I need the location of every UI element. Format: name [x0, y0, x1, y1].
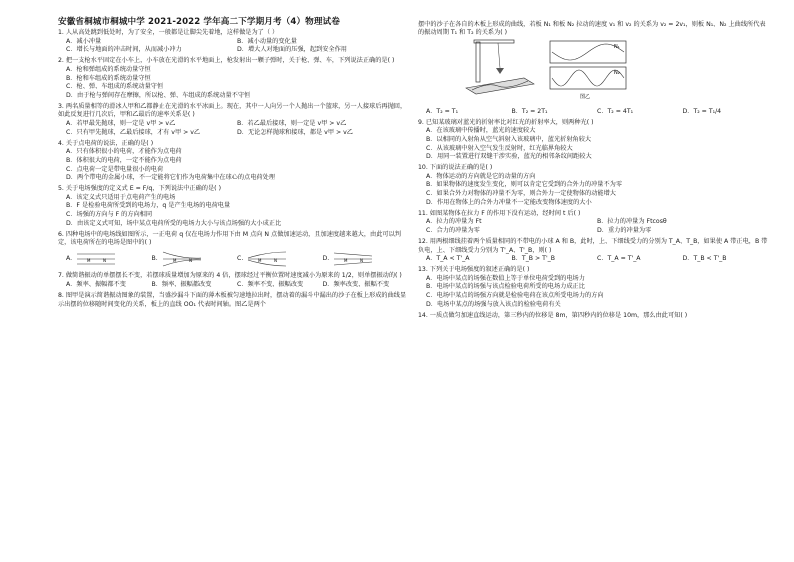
- svg-text:N₂: N₂: [614, 69, 620, 76]
- question-stem: 5. 关于电场强度的定义式 E = F/q，下列说法中正确的是( ): [58, 185, 221, 193]
- option[interactable]: [152, 250, 238, 268]
- option[interactable]: A．枪和弹组成的系统动量守恒: [66, 65, 151, 73]
- option[interactable]: C．增长与地面的冲击时间，从而减小冲力: [66, 46, 182, 54]
- option[interactable]: C．如果合外力对物体的冲量不为零，则合外力一定使物体的动能增大: [426, 190, 616, 198]
- field-line-figure: [75, 250, 117, 268]
- option[interactable]: B．如果物体的速度发生变化，则可以肯定它受到的合外力的冲量不为零: [426, 181, 623, 189]
- question: [418, 312, 768, 321]
- question: [58, 29, 408, 55]
- option[interactable]: D．用同一装置进行双缝干涉实验，蓝光的相邻条纹间距较大: [426, 153, 592, 161]
- option-label: D.: [322, 254, 330, 262]
- option-row: [58, 248, 408, 270]
- option[interactable]: C．只有甲先抛球，乙最后接球，才有 v甲 > v乙: [66, 128, 201, 136]
- question: [418, 210, 768, 236]
- option[interactable]: A．在该玻璃中传播时，蓝光的速度较大: [426, 127, 536, 135]
- option[interactable]: A．物体运动的方向就是它的动量的方向: [426, 172, 536, 180]
- question-stem: 8. 图甲是演示简谐振动图象的装置，当盛沙漏斗下面的薄木板被匀速地拉出时，摆动着的漏斗中漏出的沙子在板上形成的曲线显示出摆的位移随时间变化的关系，板上的直线 OO₁ 代表时间轴。图乙是两个: [58, 292, 407, 308]
- option[interactable]: C．枪、弹、车组成的系统动量守恒: [66, 83, 164, 91]
- option[interactable]: D．T₂ = T₁/4: [682, 107, 722, 115]
- option-row: [58, 129, 408, 138]
- option[interactable]: C．从该玻璃中射入空气发生反射时，红光临界角较大: [426, 144, 573, 152]
- question-stem: 14. 一质点做匀加速直线运动，第三秒内的位移是 8m，第四秒内的位移是 10m，那么由此可知( ): [418, 311, 688, 319]
- option[interactable]: D．电场中某点的场强与放入该点的检验电荷有关: [426, 300, 561, 308]
- question: [58, 231, 408, 270]
- option-label: C.: [237, 254, 244, 262]
- option[interactable]: B．F 是检验电荷所受到的电场力，q 是产生电场的电荷电量: [66, 202, 231, 210]
- option[interactable]: D．频率改变、振幅不变: [322, 280, 390, 288]
- option[interactable]: D．由于枪与弹间存在摩擦，所以枪、弹、车组成的系统动量不守恒: [66, 91, 251, 99]
- svg-text:N: N: [274, 257, 278, 263]
- option[interactable]: B．枪和车组成的系统动量守恒: [66, 74, 151, 82]
- question-stem: 4. 关于点电荷的说法，正确的是( ): [58, 139, 154, 147]
- option[interactable]: D．作用在物体上的合外力冲量不一定能改变物体速度的大小: [426, 198, 592, 206]
- option[interactable]: C．电场中某点的场强方向就是检验电荷在该点所受电场力的方向: [426, 292, 604, 300]
- option-row: [58, 38, 408, 47]
- left-column: [58, 18, 408, 309]
- question-stem: 9. 已知某玻璃对蓝光的折射率比对红光的折射率大，则两种光( ): [418, 118, 594, 126]
- option[interactable]: A．频率、振幅都不变: [66, 280, 126, 288]
- option[interactable]: [323, 250, 409, 268]
- svg-text:M: M: [172, 257, 177, 263]
- question: [58, 57, 408, 100]
- option[interactable]: C．场强的方向与 F 的方向相同: [66, 210, 153, 218]
- option-label: A.: [66, 254, 73, 262]
- option[interactable]: C．T₂ = 4T₁: [597, 107, 634, 115]
- sand-pendulum-apparatus: [458, 38, 538, 100]
- option-row: [58, 120, 408, 129]
- question: [58, 292, 408, 309]
- option[interactable]: A．减小冲量: [66, 37, 102, 45]
- option[interactable]: D．无论怎样抛球和接球，都是 v甲 > v乙: [237, 128, 353, 136]
- question: [418, 119, 768, 162]
- option[interactable]: D．重力的冲量为零: [597, 226, 652, 234]
- option[interactable]: D．由该定义式可知，场中某点电荷所受的电场力大小与该点场强的大小成正比: [66, 219, 282, 227]
- svg-text:图乙: 图乙: [580, 93, 591, 100]
- question: [58, 185, 408, 228]
- option[interactable]: B．以相同的入射角从空气斜射入该玻璃中，蓝光折射角较大: [426, 135, 592, 143]
- option[interactable]: B．电场中某点的场强与该点检验电荷所受的电场力成正比: [426, 283, 585, 291]
- option[interactable]: A．T₂ = T₁: [426, 107, 459, 115]
- option[interactable]: A．拉力的冲量为 Ft: [426, 218, 482, 226]
- svg-text:N: N: [360, 257, 364, 263]
- option[interactable]: C．点电荷一定是带电量很小的电荷: [66, 165, 164, 173]
- svg-text:N: N: [103, 257, 107, 263]
- option-row: [58, 46, 408, 55]
- option[interactable]: A．电场中某点的场强在数值上等于单位电荷受到的电场力: [426, 274, 585, 282]
- option[interactable]: A．T_A < T'_A: [426, 255, 470, 263]
- page-title: 安徽省桐城市桐城中学 2021-2022 学年高二下学期月考（4）物理试卷: [58, 17, 340, 27]
- question-stem: 12. 用两根细线挂着两个质量相同的不带电的小球 A 和 B，此时，上、下细线受力的分别为 T_A、T_B，如果使 A 带正电，B 带负电，上、下细线受力分别为 T'_A、T'_B，则( ): [418, 238, 768, 254]
- svg-text:N: N: [188, 257, 192, 263]
- option-row: [58, 281, 408, 290]
- question: [418, 266, 768, 309]
- question-stem: 摆中的沙子在各自的木板上形成的曲线，若板 N₁ 和板 N₂ 拉动的速度 v₁ 和 v₂ 的关系为 v₂ = 2v₁，则板 N₁、N₂ 上曲线所代表的振动周期 T₁ 和 T₂ 的关系为( ): [418, 20, 766, 37]
- question-stem: 10. 下面的说法正确的是( ): [418, 164, 493, 172]
- question-stem: 11. 如图某物体在拉力 F 的作用下没有运动，经时间 t 后( ): [418, 209, 581, 217]
- option[interactable]: B．频率、振幅都改变: [151, 280, 212, 288]
- question: [418, 164, 768, 207]
- option[interactable]: A．只有体积很小的电荷，才能作为点电荷: [66, 148, 182, 156]
- option[interactable]: C．合力的冲量为零: [426, 226, 480, 234]
- option-label: B.: [151, 254, 158, 262]
- option[interactable]: B．减小动量的变化量: [237, 37, 297, 45]
- option[interactable]: A．若甲最先抛球，则一定是 v甲 > v乙: [66, 120, 176, 128]
- option[interactable]: D．增大人对地面的压强，起到安全作用: [237, 46, 347, 54]
- svg-text:N₁: N₁: [614, 43, 620, 50]
- option[interactable]: C．T_A = T'_A: [597, 255, 641, 263]
- question: [58, 140, 408, 183]
- question-stem: 1. 人从高处跳到低处时，为了安全，一般都是让脚尖先着地，这样做是为了（ ）: [58, 29, 279, 37]
- option[interactable]: B．拉力的冲量为 Ftcosθ: [597, 218, 667, 226]
- question: [58, 272, 408, 289]
- svg-text:M: M: [344, 257, 348, 263]
- option[interactable]: D．两个带电的金属小球，不一定能将它们作为电荷集中在球心的点电荷处理: [66, 174, 275, 182]
- svg-text:M: M: [87, 257, 91, 263]
- option-row: [418, 218, 768, 227]
- option[interactable]: [237, 250, 323, 268]
- option[interactable]: A．该定义式只适用于点电荷产生的电场: [66, 193, 176, 201]
- option[interactable]: [66, 250, 152, 268]
- option[interactable]: B．T_B > T'_B: [511, 255, 555, 263]
- question-stem: 6. 四种电场中的电场线如图所示，一正电荷 q 仅在电场力作用下由 M 点向 N 点做加速运动，且加速度越来越大，由此可以判定，该电荷所在的电场是图中的( ): [58, 230, 401, 247]
- option-row: [418, 255, 768, 264]
- option[interactable]: D．T_B < T'_B: [682, 255, 727, 263]
- question-stem: 13. 下列关于电场强度的叙述正确的是( ): [418, 266, 530, 274]
- question: [418, 238, 768, 264]
- question: [58, 103, 408, 137]
- question-stem: 2. 把一支枪水平固定在小车上，小车放在光滑的水平地面上，枪发射出一颗子弹时，关于枪、弹、车，下列说法正确的是( ): [58, 57, 395, 65]
- question-stem: 7. 做简谐振动的单摆摆长不变，若摆球质量增加为原来的 4 倍，摆球经过平衡位置时速度减小为原来的 1/2，则单摆振动的( ): [58, 272, 402, 280]
- option-row: [418, 227, 768, 236]
- question-stem: 3. 两名质量相等的滑冰人甲和乙都静止在光滑的水平冰面上。现在，其中一人向另一个人抛出一个篮球，另一人接球后再抛回，如此反复进行几次后，甲和乙最后的速率关系是( ): [58, 102, 407, 119]
- option[interactable]: B．T₂ = 2T₁: [511, 107, 548, 115]
- sand-trace-boards: [548, 38, 628, 100]
- field-line-figure: [161, 250, 203, 268]
- option[interactable]: B．若乙最后接球，则一定是 v甲 > v乙: [237, 120, 347, 128]
- pendulum-figure: [458, 38, 768, 108]
- field-line-figure: [332, 250, 374, 268]
- field-line-figure: [246, 250, 288, 268]
- option[interactable]: C．频率不变、振幅改变: [237, 280, 304, 288]
- option[interactable]: B．体积很大的电荷，一定不能作为点电荷: [66, 156, 182, 164]
- right-column: [418, 18, 768, 320]
- svg-text:M: M: [258, 257, 262, 263]
- question: [418, 21, 768, 117]
- option-row: [418, 108, 768, 117]
